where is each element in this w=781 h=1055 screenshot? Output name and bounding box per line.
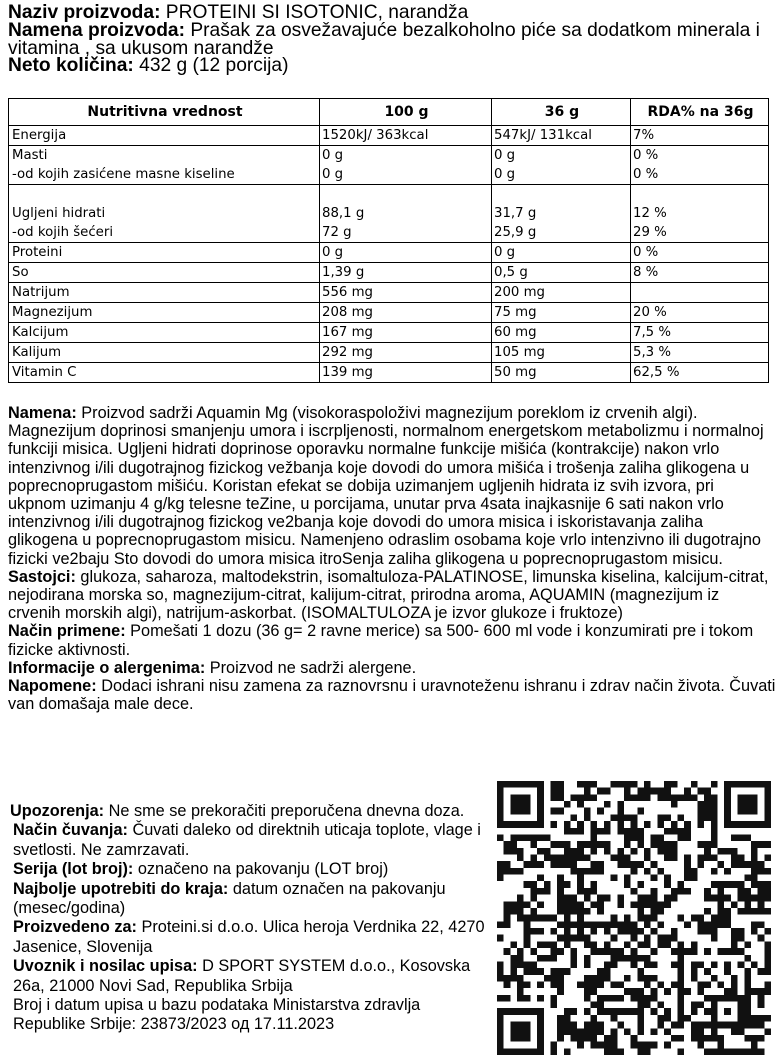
per36g-value: 60 mg: [492, 323, 631, 343]
storage-text: Čuvati daleko od direktnih uticaja toplote, vlage i svetlosti. Ne zamrzavati.: [13, 821, 481, 859]
per36g-value: 31,7 g 25,9 g: [492, 185, 631, 243]
nutrient-name: Proteini: [9, 243, 320, 263]
importer-paragraph: [13, 957, 493, 996]
rda-value: 20 %: [631, 303, 769, 323]
lower-info: [10, 802, 493, 1035]
best-before-text: datum označen na pakovanju (mesec/godina): [13, 879, 446, 918]
nutrient-name: So: [9, 263, 320, 283]
rda-value: 7,5 %: [631, 323, 769, 343]
purpose-paragraph: [8, 404, 776, 568]
warning-label: Upozorenja:: [10, 802, 105, 820]
product-purpose-value: Prašak za osvežavajuće bezalkoholno piće sa dodatkom minerala i vitamina , sa ukusom narandže: [8, 19, 760, 59]
nutrition-row: [9, 283, 769, 303]
importer-text: D SPORT SYSTEM d.o.o., Kosovska 26a, 21000 Novi Sad, Republika Srbija: [13, 957, 471, 995]
rda-value: 12 % 29 %: [631, 185, 769, 243]
per36g-value: 105 mg: [492, 343, 631, 363]
nutrient-name: Ugljeni hidrati -od kojih šećeri: [9, 185, 320, 243]
col-header-nutrient: Nutritivna vrednost: [9, 99, 320, 126]
rda-value: 62,5 %: [631, 363, 769, 383]
col-header-per100g: 100 g: [320, 99, 492, 126]
per36g-value: 200 mg: [492, 283, 631, 303]
nutrient-name: Natrijum: [9, 283, 320, 303]
per100g-value: 0 g: [320, 243, 492, 263]
warning-paragraph: [10, 802, 493, 821]
net-quantity-line: [8, 57, 773, 75]
lot-text: označeno na pakovanju (LOT broj): [133, 860, 389, 879]
allergen-label: Informacije o alergenima:: [8, 658, 206, 677]
nutrition-row: [9, 363, 769, 383]
rda-value: 5,3 %: [631, 343, 769, 363]
rda-value: 8 %: [631, 263, 769, 283]
best-before-label: Najbolje upotrebiti do kraja:: [13, 879, 229, 898]
rda-value: 7%: [631, 126, 769, 146]
purpose-label: Namena:: [8, 404, 77, 422]
rda-value: 0 % 0 %: [631, 146, 769, 185]
product-purpose-line: [8, 19, 773, 59]
per100g-value: 208 mg: [320, 303, 492, 323]
nutrition-row: [9, 185, 769, 243]
nutrient-name: Energija: [9, 126, 320, 146]
notes-text: Dodaci ishrani nisu zamena za raznovrsnu i uravnoteženu ishranu i zdrav način života. Čuvati van domašaja male dece.: [8, 677, 776, 714]
ingredients-text: glukoza, saharoza, maltodekstrin, isomaltuloza-PALATINOSE, limunska kiselina, kalcijum-citrat, nejodirana morska so, magnezijum-citrat, kalijum-citrat, prirodna aroma, AQUAMIN (magnezijum iz crvenih morskih algi), natrijum-askorbat. (ISOMALTULOZA je izvor glukoze i fruktoze): [8, 567, 769, 623]
producer-text: Proteini.si d.o.o. Ulica heroja Verdnika 22, 4270 Jasenice, Slovenija: [13, 918, 485, 956]
producer-label: Proizvedeno za:: [13, 918, 137, 937]
nutrient-name: Vitamin C: [9, 363, 320, 383]
nutrition-row: [9, 243, 769, 263]
nutrition-table-body: [9, 126, 769, 383]
ingredients-label: Sastojci:: [8, 567, 76, 586]
info-sections: [8, 404, 776, 713]
producer-paragraph: [13, 918, 493, 957]
nutrient-name: Magnezijum: [9, 303, 320, 323]
rda-value: [631, 283, 769, 303]
nutrition-row: [9, 146, 769, 185]
ingredients-paragraph: [8, 568, 776, 623]
nutrition-row: [9, 303, 769, 323]
rda-value: 0 %: [631, 243, 769, 263]
product-purpose-label: Namena proizvoda:: [8, 19, 185, 41]
best-before-paragraph: [13, 880, 493, 919]
usage-label: Način primene:: [8, 622, 126, 641]
net-quantity-label: Neto količina:: [8, 55, 134, 77]
per100g-value: 1520kJ/ 363kcal: [320, 126, 492, 146]
net-quantity-value: 432 g (12 porcija): [133, 55, 289, 77]
per100g-value: 292 mg: [320, 343, 492, 363]
importer-label: Uvoznik i nosilac upisa:: [13, 957, 198, 976]
usage-paragraph: [8, 622, 776, 658]
nutrition-row: [9, 126, 769, 146]
per100g-value: 139 mg: [320, 363, 492, 383]
usage-text: Pomešati 1 dozu (36 g= 2 ravne merice) sa 500- 600 ml vode i konzumirati pre i tokom fizicke aktivnosti.: [8, 622, 754, 659]
nutrition-header-row: [9, 99, 769, 126]
storage-paragraph: [13, 821, 493, 860]
nutrient-name: Kalcijum: [9, 323, 320, 343]
per36g-value: 75 mg: [492, 303, 631, 323]
per36g-value: 0 g 0 g: [492, 146, 631, 185]
col-header-rda: RDA% na 36g: [631, 99, 769, 126]
product-name-label: Naziv proizvoda:: [8, 2, 161, 23]
nutrient-name: Masti -od kojih zasićene masne kiseline: [9, 146, 320, 185]
registry-paragraph: Broj i datum upisa u bazu podataka Ministarstva zdravlja Republike Srbije: 23873/2023 од 17.11.2023: [13, 996, 421, 1034]
product-header: [8, 4, 773, 75]
per36g-value: 0,5 g: [492, 263, 631, 283]
allergen-paragraph: [8, 659, 776, 677]
nutrition-table: [8, 98, 769, 383]
nutrient-name: Kalijum: [9, 343, 320, 363]
nutrition-row: [9, 323, 769, 343]
col-header-per36g: 36 g: [492, 99, 631, 126]
per36g-value: 547kJ/ 131kcal: [492, 126, 631, 146]
nutrition-row: [9, 343, 769, 363]
per36g-value: 50 mg: [492, 363, 631, 383]
qr-code-icon: [497, 781, 771, 1055]
notes-label: Napomene:: [8, 677, 97, 696]
product-name-value: PROTEINI SI ISOTONIC, narandža: [160, 2, 469, 23]
allergen-text: Proizvod ne sadrži alergene.: [205, 658, 417, 677]
notes-paragraph: [8, 677, 776, 713]
per36g-value: 0 g: [492, 243, 631, 263]
per100g-value: 556 mg: [320, 283, 492, 303]
per100g-value: 167 mg: [320, 323, 492, 343]
per100g-value: 1,39 g: [320, 263, 492, 283]
warning-text: Ne sme se prekoračiti preporučena dnevna doza.: [104, 802, 465, 820]
lot-paragraph: [13, 860, 493, 879]
per100g-value: 88,1 g 72 g: [320, 185, 492, 243]
per100g-value: 0 g 0 g: [320, 146, 492, 185]
nutrition-row: [9, 263, 769, 283]
purpose-text: Proizvod sadrži Aquamin Mg (visokoraspoloživi magnezijum poreklom iz crvenih algi). Magnezijum doprinosi smanjenju umora i iscrpljenosti, normalnom energetskom metabolizmu i normalnoj funkciji misica. Ugljeni hidrati doprinose oporavku normalne funkcije mišića (kontrakcije) nakon vrlo intenzivnog i/ili dugotrajnog fizickog vežbanja koje dovodi do umora mišića i trošenja zaliha glikogena u poprecnoprugastom mišiću. Koristan efekat se dobija uzimanjem ugljenih hidrata iz svih izvora, pri ukpnom uzimanju 4 g/kg telesne teZine, u porcijama, unutar prva 4sata inajkasnije 6 sati nakon vrlo intenzivnog i/ili dugotrajnog fizickog ve2banja koje dovodi do umora misica i iskoristavanja zaliha glikogena u poprecnoprugastom misicu. Namenjeno odraslim osobama koje vrlo intenzivno ili dugotrajno fizicki ve2baju Sto dovodi do umora misica itroSenja zaliha glikogena u poprecnoprugastom misicu.: [8, 404, 764, 568]
storage-label: Način čuvanja:: [13, 821, 128, 840]
lot-label: Serija (lot broj):: [13, 860, 134, 879]
